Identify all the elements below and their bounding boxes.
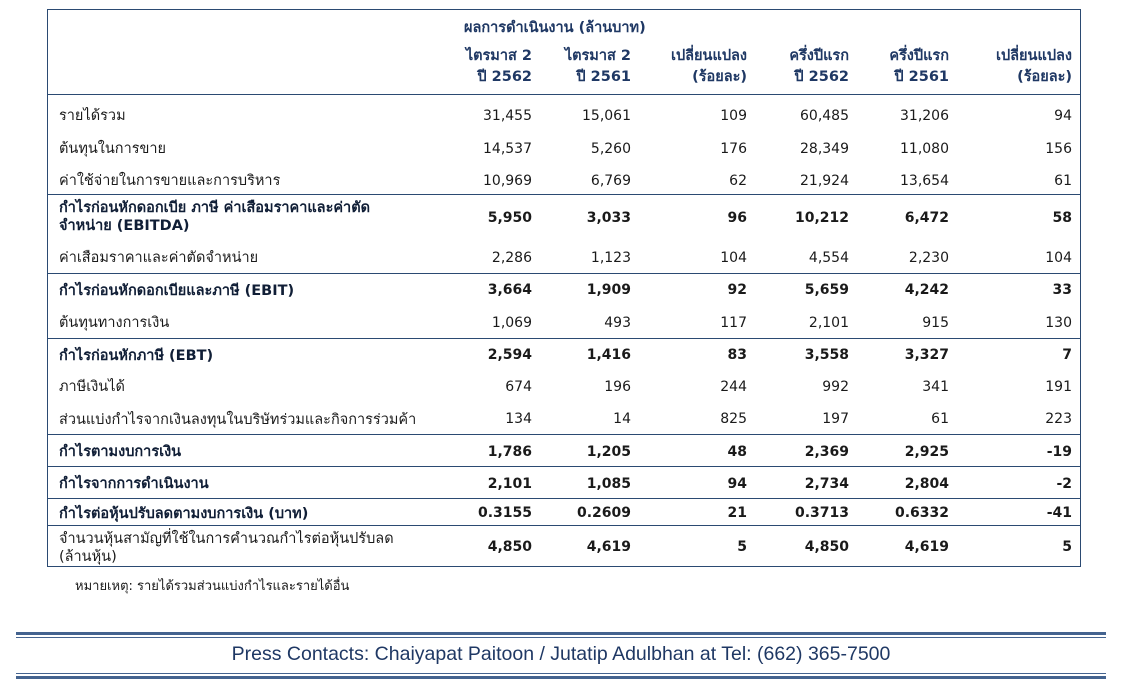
row-label [59, 107, 126, 125]
table-row [48, 241, 1080, 275]
row-divider [48, 273, 1080, 274]
cell-value: 1,205 [586, 443, 631, 460]
table-row [48, 306, 1080, 340]
footer-rule-bottom [16, 676, 1106, 679]
cell-value: 0.6332 [894, 505, 949, 521]
cell-value: 61 [931, 411, 949, 427]
cell-value: 1,786 [487, 443, 532, 460]
column-header-line2: ปี 2562 [477, 69, 532, 85]
cell-value: 92 [727, 282, 747, 298]
cell-value: 28,349 [800, 140, 849, 157]
table-row [48, 340, 1080, 371]
table-row [48, 166, 1080, 196]
cell-value: 94 [727, 475, 747, 492]
cell-value: 825 [720, 411, 747, 427]
footer-rule-top [16, 632, 1106, 635]
cell-value: 31,455 [483, 107, 532, 124]
cell-value: 3,327 [904, 347, 949, 363]
table-row [48, 275, 1080, 306]
cell-value: 156 [1045, 140, 1072, 157]
cell-value: 2,734 [804, 475, 849, 492]
column-header-line1: ไตรมาส 2 [465, 48, 532, 64]
row-divider [48, 498, 1080, 499]
table-row [48, 436, 1080, 468]
row-label-text: กำไรก่อนหักดอกเบีย ภาษี ค่าเสือมราคาและค่าตัด [59, 200, 371, 216]
cell-value: 6,472 [904, 210, 949, 226]
cell-value: 48 [727, 443, 747, 460]
cell-value: 2,230 [908, 249, 949, 266]
row-label-text: ส่วนแบ่งกำไรจากเงินลงทุนในบริษัทร่วมและกิจการร่วมค้า [59, 411, 417, 428]
column-header-line1: เปลี่ยนแปลง [996, 48, 1072, 64]
column-header-line2: ปี 2561 [894, 69, 949, 85]
cell-value: 2,804 [904, 475, 949, 492]
table-row [48, 527, 1080, 567]
cell-value: 109 [720, 107, 747, 124]
cell-value: -19 [1046, 443, 1072, 460]
cell-value: 117 [720, 314, 747, 331]
cell-value: 83 [727, 347, 747, 363]
row-label-text: กำไรจากการดำเนินงาน [59, 476, 209, 492]
row-label [59, 172, 280, 190]
cell-value: 134 [505, 411, 532, 427]
cell-value: 4,850 [804, 538, 849, 555]
cell-value: 60,485 [800, 107, 849, 124]
cell-value: 96 [727, 210, 747, 226]
cell-value: 6,769 [590, 172, 631, 189]
row-label [59, 505, 308, 523]
cell-value: 58 [1052, 210, 1072, 226]
cell-value: 2,925 [904, 443, 949, 460]
cell-value: -41 [1046, 505, 1072, 521]
column-header-line2: ปี 2561 [576, 69, 631, 85]
column-header-line2: ปี 2562 [794, 69, 849, 85]
row-label-text: ภาษีเงินได้ [59, 379, 125, 395]
row-label [59, 443, 181, 461]
cell-value: 0.2609 [576, 505, 631, 521]
cell-value: 1,909 [586, 282, 631, 298]
table-footnote: หมายเหตุ: รายได้รวมส่วนแบ่งกำไรและรายได้อื่น [75, 579, 350, 594]
cell-value: 4,619 [586, 538, 631, 555]
cell-value: 5,659 [804, 282, 849, 298]
table-row [48, 371, 1080, 403]
cell-value: 94 [1054, 107, 1072, 124]
cell-value: 196 [604, 378, 631, 395]
cell-value: 15,061 [582, 107, 631, 124]
row-label-text: ค่าเสือมราคาและค่าตัดจำหน่าย [59, 250, 259, 266]
footer-rule-bottom-thin [16, 673, 1106, 674]
column-header-line1: ไตรมาส 2 [564, 48, 631, 64]
column-header [511, 46, 631, 88]
row-label [59, 282, 294, 300]
cell-value: -2 [1056, 475, 1072, 492]
cell-value: 176 [720, 140, 747, 157]
row-label [59, 249, 258, 267]
row-label [59, 411, 416, 429]
header-divider [48, 94, 1080, 95]
cell-value: 197 [822, 411, 849, 427]
cell-value: 2,594 [487, 347, 532, 363]
cell-value: 0.3155 [477, 505, 532, 521]
cell-value: 2,286 [491, 249, 532, 266]
row-label-text: ค่าใช้จ่ายในการขายและการบริหาร [59, 173, 281, 189]
row-label-text: กำไรก่อนหักดอกเบียและภาษี (EBIT) [59, 282, 295, 299]
cell-value: 130 [1045, 314, 1072, 331]
column-header-line1: เปลี่ยนแปลง [671, 48, 747, 64]
row-label-text: รายได้รวม [59, 108, 126, 124]
row-label-text: ต้นทุนในการขาย [59, 141, 167, 157]
row-label-text: กำไรตามงบการเงิน [59, 444, 182, 460]
row-label [59, 378, 125, 396]
row-label [59, 347, 213, 365]
row-label-text: กำไรต่อหุ้นปรับลดตามงบการเงิน (บาท) [59, 505, 309, 522]
column-header-line2: (ร้อยละ) [692, 69, 747, 85]
cell-value: 21 [727, 505, 747, 521]
row-label [59, 475, 209, 493]
row-divider [48, 466, 1080, 467]
cell-value: 1,123 [590, 249, 631, 266]
cell-value: 104 [720, 249, 747, 266]
cell-value: 244 [720, 378, 747, 395]
cell-value: 5 [1062, 538, 1072, 555]
cell-value: 61 [1054, 172, 1072, 189]
row-divider [48, 338, 1080, 339]
cell-value: 5,950 [487, 210, 532, 226]
cell-value: 10,212 [794, 210, 849, 226]
cell-value: 1,069 [491, 314, 532, 331]
cell-value: 2,101 [808, 314, 849, 331]
cell-value: 31,206 [900, 107, 949, 124]
financial-table [47, 9, 1081, 567]
column-header-line2: (ร้อยละ) [1017, 69, 1072, 85]
cell-value: 11,080 [900, 140, 949, 157]
cell-value: 341 [922, 378, 949, 395]
table-row [48, 500, 1080, 527]
cell-value: 2,369 [804, 443, 849, 460]
table-group-title: ผลการดำเนินงาน (ล้านบาท) [464, 20, 646, 36]
row-divider [48, 434, 1080, 435]
cell-value: 104 [1045, 249, 1072, 266]
table-row [48, 132, 1080, 166]
column-header-line1: ครึ่งปีแรก [789, 48, 849, 64]
cell-value: 62 [729, 172, 747, 189]
cell-value: 33 [1052, 282, 1072, 298]
cell-value: 493 [604, 314, 631, 331]
cell-value: 992 [822, 378, 849, 395]
table-row [48, 468, 1080, 500]
row-label-text: จำนวนหุ้นสามัญที่ใช้ในการคำนวณกำไรต่อหุ้นปรับลด [59, 531, 394, 547]
cell-value: 191 [1045, 378, 1072, 395]
cell-value: 4,619 [904, 538, 949, 555]
row-label-text: ต้นทุนทางการเงิน [59, 315, 170, 331]
cell-value: 5,260 [590, 140, 631, 157]
cell-value: 13,654 [900, 172, 949, 189]
cell-value: 3,664 [487, 282, 532, 298]
cell-value: 5 [737, 538, 747, 555]
row-label-text-cont: (ล้านหุ้น) [59, 549, 117, 565]
cell-value: 1,085 [586, 475, 631, 492]
row-divider [48, 194, 1080, 195]
cell-value: 3,558 [804, 347, 849, 363]
cell-value: 4,242 [904, 282, 949, 298]
cell-value: 674 [505, 378, 532, 395]
cell-value: 10,969 [483, 172, 532, 189]
cell-value: 915 [922, 314, 949, 331]
cell-value: 14 [613, 411, 631, 427]
cell-value: 2,101 [487, 475, 532, 492]
table-row [48, 196, 1080, 241]
row-label-text: กำไรก่อนหักภาษี (EBT) [59, 347, 214, 364]
row-label [59, 530, 394, 566]
cell-value: 21,924 [800, 172, 849, 189]
table-row [48, 403, 1080, 436]
cell-value: 4,850 [487, 538, 532, 555]
cell-value: 1,416 [586, 347, 631, 363]
column-header [952, 46, 1072, 88]
cell-value: 0.3713 [794, 505, 849, 521]
footer-rule-top-thin [16, 637, 1106, 638]
row-label [59, 314, 169, 332]
cell-value: 3,033 [586, 210, 631, 226]
column-header [829, 46, 949, 88]
cell-value: 14,537 [483, 140, 532, 157]
column-header-line1: ครึ่งปีแรก [889, 48, 949, 64]
cell-value: 4,554 [808, 249, 849, 266]
row-divider [48, 525, 1080, 526]
press-contacts: Press Contacts: Chaiyapat Paitoon / Jutatip Adulbhan at Tel: (662) 365-7500 [231, 643, 891, 665]
row-label [59, 199, 370, 235]
row-label [59, 140, 166, 158]
row-label-text-cont: จำหน่าย (EBITDA) [59, 218, 190, 234]
cell-value: 7 [1062, 347, 1072, 363]
table-row [48, 100, 1080, 132]
cell-value: 223 [1045, 411, 1072, 427]
